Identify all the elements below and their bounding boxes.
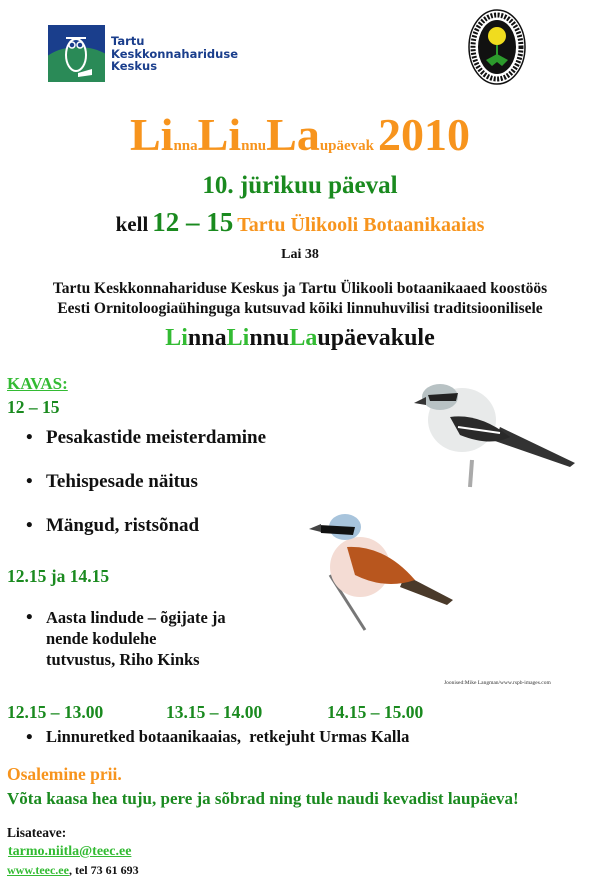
title-part: nnu bbox=[241, 138, 267, 154]
logo-line-3: Keskus bbox=[111, 59, 158, 73]
invitation-note: Võta kaasa hea tuju, pere ja sõbrad ning tule naudi kevadist laupäeva! bbox=[7, 789, 519, 808]
kell-label: kell bbox=[115, 212, 149, 236]
event-date: 10. jürikuu päeval bbox=[202, 172, 398, 199]
intro-text bbox=[0, 279, 600, 319]
event-hours: 12 – 15 bbox=[152, 207, 234, 237]
contact-line bbox=[7, 863, 139, 878]
illustration-credit: Joonised:Mike Langman/www.rspb-images.com bbox=[444, 680, 551, 686]
block2-list bbox=[26, 607, 226, 670]
email-link[interactable]: tarmo.niitla@teec.ee bbox=[8, 844, 132, 859]
owl-logo-icon bbox=[48, 25, 105, 82]
event-name-part: La bbox=[289, 325, 318, 351]
event-name-part: Li bbox=[165, 325, 188, 351]
event-name-part: nnu bbox=[249, 325, 290, 351]
event-name-part: upäevakule bbox=[317, 325, 435, 351]
list-item: • Pesakastide meisterdamine bbox=[26, 427, 266, 449]
red-backed-shrike-illustration bbox=[305, 505, 470, 635]
list-item: • Mängud, ristsõnad bbox=[26, 515, 266, 537]
logo-line-2: Keskkonnahariduse bbox=[111, 46, 238, 61]
title-part: Li bbox=[197, 109, 242, 160]
title-part: Li bbox=[129, 109, 174, 160]
phone-number: , tel 73 61 693 bbox=[68, 863, 139, 877]
great-grey-shrike-illustration bbox=[410, 375, 580, 490]
botanic-garden-seal bbox=[468, 8, 526, 86]
website-link[interactable]: www.teec.ee bbox=[7, 863, 69, 877]
event-name-line bbox=[0, 325, 600, 352]
title-part: nna bbox=[173, 138, 198, 154]
intro-line-2: Eesti Ornitoloogiaühinguga kutsuvad kõiki linnuhuvilisi traditsioonilisele bbox=[57, 300, 543, 317]
item-line: nende kodulehe bbox=[46, 629, 157, 648]
list-item: • Linnuretked botaanikaaias, retkejuht Urmas Kalla bbox=[26, 727, 409, 747]
list-item: • Tehispesade näitus bbox=[26, 471, 266, 493]
item-line: • Aasta lindude – õgijate ja bbox=[46, 608, 226, 627]
more-info-label: Lisateave: bbox=[7, 825, 67, 840]
block3-list bbox=[26, 727, 409, 747]
event-name-part: Li bbox=[226, 325, 250, 351]
list-item bbox=[26, 607, 226, 670]
block1-time: 12 – 15 bbox=[7, 397, 60, 417]
block3-time-2: 13.15 – 14.00 bbox=[166, 702, 263, 722]
program-heading: KAVAS: bbox=[7, 374, 68, 393]
event-name-part: nna bbox=[187, 325, 227, 351]
teec-logo bbox=[48, 25, 238, 82]
title-part: La bbox=[266, 109, 320, 160]
intro-line-1: Tartu Keskkonnahariduse Keskus ja Tartu Ülikooli botaanikaaed koostöös bbox=[52, 280, 548, 297]
block1-list bbox=[26, 427, 266, 537]
event-place: Tartu Ülikooli Botaanikaaias bbox=[237, 214, 485, 236]
title-part: upäevak bbox=[319, 138, 375, 154]
event-title bbox=[0, 108, 600, 161]
block3-time-3: 14.15 – 15.00 bbox=[327, 702, 424, 722]
title-year: 2010 bbox=[378, 109, 471, 160]
item-line: tutvustus, Riho Kinks bbox=[46, 650, 200, 669]
block2-time: 12.15 ja 14.15 bbox=[7, 566, 110, 586]
free-entry-note: Osalemine prii. bbox=[7, 764, 122, 784]
logo-line-1: Tartu bbox=[111, 34, 145, 48]
address: Lai 38 bbox=[281, 247, 319, 262]
time-location bbox=[0, 207, 600, 238]
block3-time-1: 12.15 – 13.00 bbox=[7, 702, 104, 722]
